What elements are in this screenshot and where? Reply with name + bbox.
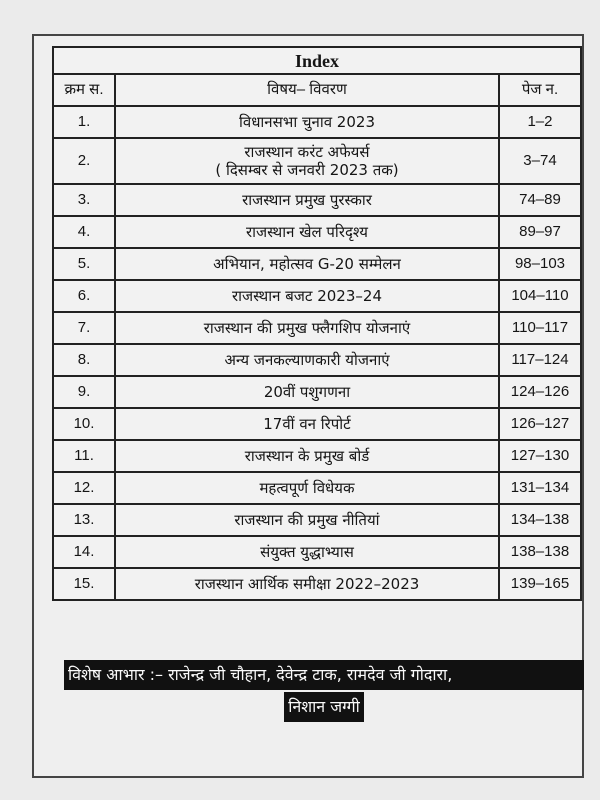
row-subject-line: राजस्थान की प्रमुख फ्लैगशिप योजनाएं [203, 319, 411, 337]
row-page: 110–117 [499, 312, 581, 344]
table-row [53, 568, 581, 600]
row-page: 74–89 [499, 184, 581, 216]
row-subject [115, 184, 499, 216]
table-row [53, 408, 581, 440]
table-row [53, 138, 581, 184]
row-page: 131–134 [499, 472, 581, 504]
row-page: 127–130 [499, 440, 581, 472]
row-subject [115, 138, 499, 184]
row-subject-line: राजस्थान प्रमुख पुरस्कार [242, 191, 372, 209]
index-title: Index [53, 47, 581, 74]
row-page: 117–124 [499, 344, 581, 376]
table-row [53, 280, 581, 312]
row-subject [115, 376, 499, 408]
row-subject [115, 408, 499, 440]
table-row [53, 344, 581, 376]
acknowledgement-line-1: विशेष आभार :– राजेन्द्र जी चौहान, देवेन्द्र टाक, रामदेव जी गोदारा, [64, 660, 584, 690]
row-subject [115, 344, 499, 376]
index-title-row [53, 47, 581, 74]
index-body [53, 106, 581, 600]
row-subject-line: राजस्थान बजट 2023–24 [231, 287, 382, 305]
row-subject-line: राजस्थान खेल परिदृश्य [245, 223, 368, 241]
row-subject-line: विधानसभा चुनाव 2023 [238, 113, 375, 131]
row-number: 10. [53, 408, 115, 440]
row-subject-line: महत्वपूर्ण विधेयक [259, 479, 355, 497]
row-subject [115, 248, 499, 280]
table-row [53, 376, 581, 408]
row-subject-line: संयुक्त युद्धाभ्यास [260, 543, 354, 561]
row-subject-line: 17वीं वन रिपोर्ट [263, 415, 351, 433]
row-subject-line: राजस्थान की प्रमुख नीतियां [234, 511, 380, 529]
row-number: 7. [53, 312, 115, 344]
row-number: 2. [53, 138, 115, 184]
table-row [53, 472, 581, 504]
row-subject-line: अभियान, महोत्सव G-20 सम्मेलन [213, 255, 401, 273]
row-number: 6. [53, 280, 115, 312]
table-row [53, 440, 581, 472]
row-subject [115, 280, 499, 312]
row-number: 1. [53, 106, 115, 138]
row-subject-line: राजस्थान के प्रमुख बोर्ड [244, 447, 370, 465]
row-subject [115, 312, 499, 344]
row-page: 104–110 [499, 280, 581, 312]
row-page: 124–126 [499, 376, 581, 408]
header-page: पेज न. [499, 74, 581, 106]
row-subject [115, 568, 499, 600]
row-page: 126–127 [499, 408, 581, 440]
row-page: 98–103 [499, 248, 581, 280]
row-number: 8. [53, 344, 115, 376]
table-row [53, 312, 581, 344]
row-page: 138–138 [499, 536, 581, 568]
row-number: 13. [53, 504, 115, 536]
row-subject [115, 472, 499, 504]
row-number: 9. [53, 376, 115, 408]
row-subject [115, 440, 499, 472]
row-subject [115, 504, 499, 536]
table-row [53, 216, 581, 248]
acknowledgement-line-2: निशान जग्गी [284, 692, 364, 722]
row-page: 134–138 [499, 504, 581, 536]
header-row [53, 74, 581, 106]
row-subject-line: ( दिसम्बर से जनवरी 2023 तक) [215, 161, 399, 179]
header-number: क्रम स. [53, 74, 115, 106]
table-row [53, 504, 581, 536]
row-subject [115, 106, 499, 138]
row-page: 89–97 [499, 216, 581, 248]
row-page: 139–165 [499, 568, 581, 600]
row-number: 3. [53, 184, 115, 216]
row-number: 4. [53, 216, 115, 248]
row-number: 15. [53, 568, 115, 600]
row-page: 3–74 [499, 138, 581, 184]
row-page: 1–2 [499, 106, 581, 138]
row-subject-line: 20वीं पशुगणना [263, 383, 351, 401]
table-row [53, 248, 581, 280]
table-row [53, 106, 581, 138]
table-row [53, 184, 581, 216]
header-subject: विषय– विवरण [115, 74, 499, 106]
row-number: 5. [53, 248, 115, 280]
row-subject-line: अन्य जनकल्याणकारी योजनाएं [224, 351, 390, 369]
row-number: 12. [53, 472, 115, 504]
row-subject-line: राजस्थान करंट अफेयर्स [244, 143, 370, 161]
row-subject [115, 536, 499, 568]
index-table [52, 46, 582, 601]
row-subject-line: राजस्थान आर्थिक समीक्षा 2022–2023 [194, 575, 420, 593]
row-number: 11. [53, 440, 115, 472]
acknowledgement [64, 660, 584, 722]
table-row [53, 536, 581, 568]
row-subject [115, 216, 499, 248]
row-number: 14. [53, 536, 115, 568]
